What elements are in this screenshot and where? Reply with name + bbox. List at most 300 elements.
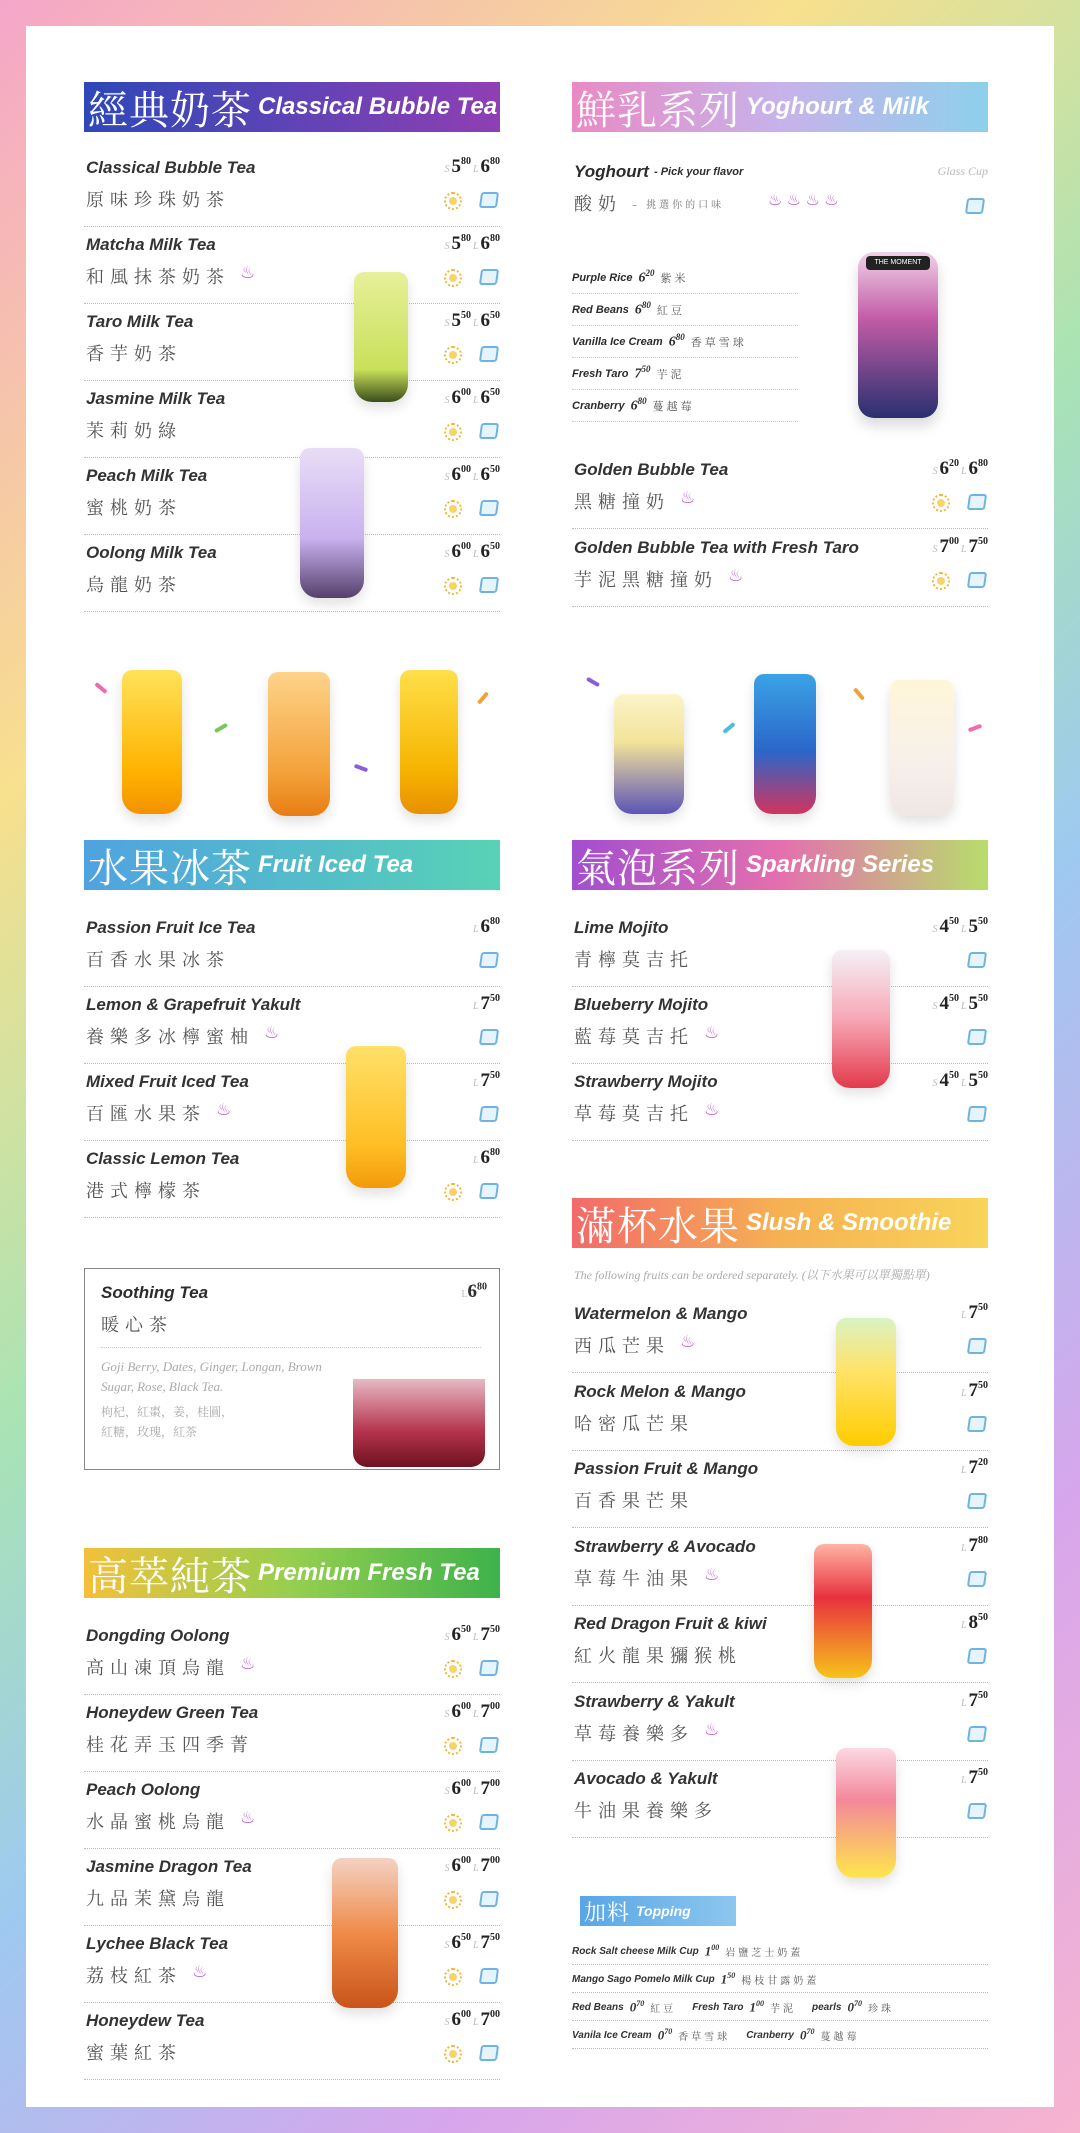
confetti	[722, 722, 735, 734]
price-minor: 80	[637, 396, 647, 407]
price-l-major: 6	[480, 156, 490, 177]
item-name-zh: 桂花弄玉四季菁	[86, 1735, 254, 1756]
size-label-l: L	[960, 1465, 967, 1476]
price-minor: 00	[756, 1998, 764, 2008]
glass-cup-note: Glass Cup	[937, 164, 988, 178]
confetti	[586, 677, 600, 687]
temperature-icons	[444, 1737, 498, 1755]
price-l-major: 6	[480, 1147, 490, 1168]
temperature-icons	[968, 1416, 986, 1432]
section-title-zh: 高萃純茶	[88, 1553, 252, 1598]
temperature-icons	[480, 952, 498, 968]
yoghurt-subtitle: - Pick your flavor	[654, 166, 744, 178]
fire-icon: ♨	[240, 263, 256, 282]
yoghurt-zh-sub: – 挑選你的口味	[632, 200, 725, 211]
item-name-zh: 香芋奶茶	[86, 344, 182, 365]
ice-cube-icon	[479, 346, 499, 362]
topping-row	[572, 1966, 988, 1993]
size-label-l: L	[960, 1001, 967, 1012]
temperature-icons	[444, 346, 498, 364]
flavor-price	[635, 300, 651, 319]
item-name-zh: 百香果芒果	[574, 1491, 694, 1512]
hot-sun-icon	[932, 572, 950, 590]
menu-item	[84, 535, 500, 612]
hot-sun-icon	[444, 1968, 462, 1986]
price-l-major: 6	[480, 387, 490, 408]
menu-item	[84, 1849, 500, 1926]
price-s-major: 4	[939, 916, 949, 937]
section-title-en: Fruit Iced Tea	[258, 851, 414, 878]
ice-cube-icon	[967, 1338, 987, 1354]
size-label-l: L	[461, 1289, 468, 1300]
hot-sun-icon	[444, 423, 462, 441]
section-title-zh: 經典奶茶	[88, 87, 252, 132]
menu-item	[572, 1374, 988, 1451]
price-minor: 00	[711, 1942, 720, 1952]
item-name-en: Honeydew Tea	[86, 2011, 205, 2030]
price-s-major: 6	[451, 464, 461, 485]
fire-icon: ♨	[192, 1962, 208, 1981]
fire-icon: ♨	[704, 1719, 720, 1739]
item-name-zh: 九品茉黛烏龍	[86, 1889, 230, 1910]
ice-cube-icon	[967, 1493, 987, 1509]
price-l-major: 7	[968, 1457, 978, 1478]
menu-item	[84, 458, 500, 535]
topping-name-zh: 珍珠	[867, 2003, 894, 2015]
section-header-slush	[572, 1198, 988, 1248]
item-price	[442, 387, 500, 409]
size-label-l: L	[472, 472, 479, 483]
price-l-major: 7	[480, 2009, 490, 2030]
item-name-zh: 紅火龍果獼猴桃	[574, 1646, 742, 1667]
item-name-zh: 水晶蜜桃烏龍	[86, 1812, 230, 1833]
item-name-zh: 百匯水果茶	[86, 1104, 206, 1125]
temperature-icons	[444, 1891, 498, 1909]
temperature-icons	[444, 1660, 498, 1678]
fire-icon: ♨	[728, 566, 744, 585]
size-label-l: L	[472, 164, 479, 175]
fruit-cup-image	[400, 670, 458, 814]
size-label-s: S	[444, 241, 450, 252]
price-l-minor: 50	[490, 387, 500, 398]
item-name-en: Watermelon & Mango	[574, 1304, 748, 1323]
price-l-minor: 80	[490, 233, 500, 244]
item-price	[959, 1767, 988, 1789]
section-title-en: Topping	[636, 1903, 691, 1919]
price-s-major: 6	[451, 387, 461, 408]
topping-name-en: pearls	[812, 2001, 842, 2013]
size-label-l: L	[472, 549, 479, 560]
hot-sun-icon	[444, 2045, 462, 2063]
price-s-minor: 00	[460, 464, 471, 475]
price-l-major: 7	[480, 1778, 490, 1799]
price-s-minor: 50	[460, 1624, 471, 1635]
item-price	[930, 458, 988, 480]
price-minor: 50	[727, 1970, 736, 1980]
ice-cube-icon	[479, 1968, 499, 1984]
topping-price	[847, 1999, 862, 2015]
price-l-major: 5	[968, 993, 978, 1014]
soothing-name-zh: 暖心茶	[101, 1315, 173, 1336]
price-major: 0	[629, 1999, 637, 2015]
price-s-major: 5	[451, 156, 461, 177]
price-l-minor: 00	[490, 1855, 500, 1866]
item-name-en: Classical Bubble Tea	[86, 158, 256, 177]
size-label-l: L	[472, 1786, 479, 1797]
soothing-price	[461, 1281, 487, 1303]
menu-item	[84, 1064, 500, 1141]
ice-cube-icon	[967, 572, 987, 588]
flavor-name-en: Vanilla Ice Cream	[572, 335, 663, 348]
item-name-en: Lime Mojito	[574, 918, 669, 937]
item-name-en: Taro Milk Tea	[86, 312, 194, 331]
flavor-name-en: Red Beans	[572, 303, 629, 316]
price-s-minor: 00	[460, 387, 471, 398]
flavor-name-zh: 芋泥	[656, 367, 685, 381]
price-major: 6	[634, 302, 642, 318]
temperature-icons	[444, 500, 498, 518]
menu-item	[84, 1772, 500, 1849]
topping-name-en: Mango Sago Pomelo Milk Cup	[572, 1973, 715, 1985]
temperature-icons	[932, 572, 986, 590]
size-label-l: L	[472, 924, 479, 935]
fire-icon: ♨	[704, 1023, 720, 1042]
item-name-en: Oolong Milk Tea	[86, 543, 217, 562]
item-name-en: Rock Melon & Mango	[574, 1381, 746, 1401]
confetti	[853, 687, 865, 700]
temperature-icons	[480, 1029, 498, 1045]
temperature-icons	[968, 1106, 986, 1122]
confetti	[968, 724, 983, 733]
size-label-s: S	[932, 1001, 938, 1012]
menu-item	[84, 381, 500, 458]
item-price	[442, 1624, 500, 1646]
price-l-minor: 50	[490, 464, 500, 475]
menu-item	[572, 910, 988, 987]
price-major: 6	[638, 270, 646, 286]
mojito-cup-image	[832, 950, 890, 1088]
price-l-major: 7	[968, 1302, 978, 1323]
price-l-major: 7	[480, 1701, 490, 1722]
price-l-minor: 50	[978, 536, 988, 547]
size-label-s: S	[932, 924, 938, 935]
item-price	[930, 1070, 988, 1092]
item-name-zh: 蜜桃奶茶	[86, 498, 182, 519]
yoghurt-zh: 酸奶	[574, 194, 622, 215]
menu-item	[572, 1451, 988, 1528]
price-s-minor: 50	[948, 1070, 959, 1081]
price-l-minor: 50	[978, 1070, 988, 1081]
hot-sun-icon	[444, 192, 462, 210]
menu-item	[572, 452, 988, 529]
topping-name-en: Vanila Ice Cream	[572, 2029, 652, 2041]
section-title-zh: 加料	[584, 1900, 631, 1926]
size-label-l: L	[960, 544, 967, 555]
divider	[101, 1347, 481, 1348]
ice-cube-icon	[967, 1726, 987, 1742]
item-name-en: Golden Bubble Tea	[574, 460, 729, 479]
ice-cube-icon	[479, 423, 499, 439]
item-name-en: Classic Lemon Tea	[86, 1149, 240, 1168]
showcase-cup-image	[754, 674, 816, 814]
item-price	[959, 1457, 988, 1479]
menu-item	[84, 910, 500, 987]
item-name-zh: 草莓養樂多	[574, 1723, 694, 1745]
topping-name-zh: 香草雪球	[678, 2031, 731, 2043]
price-s-minor: 00	[460, 1855, 471, 1866]
menu-item	[572, 1761, 988, 1838]
slush-cup-image	[836, 1318, 896, 1446]
price-s-minor: 50	[460, 1932, 471, 1943]
price-l-minor: 00	[490, 1701, 500, 1712]
size-label-s: S	[932, 466, 938, 477]
size-label-l: L	[472, 1940, 479, 1951]
item-price	[442, 541, 500, 563]
item-name-zh: 和風抹茶奶茶	[86, 267, 230, 288]
size-label-s: S	[444, 318, 450, 329]
menu-item	[572, 1529, 988, 1606]
item-name-zh: 蜜葉紅茶	[86, 2043, 182, 2064]
fire-icon: ♨	[680, 1332, 696, 1351]
item-name-zh: 港式檸檬茶	[86, 1181, 206, 1202]
item-name-en: Passion Fruit & Mango	[574, 1459, 759, 1478]
item-price	[442, 310, 500, 332]
price-minor: 50	[641, 364, 651, 375]
temperature-icons	[444, 269, 498, 287]
price-l-minor: 50	[978, 916, 988, 927]
item-name-en: Dongding Oolong	[86, 1626, 230, 1645]
soothing-tea-box	[84, 1268, 500, 1470]
item-price	[930, 916, 988, 938]
price-major: 6	[630, 398, 638, 414]
size-label-l: L	[960, 1620, 967, 1631]
hot-sun-icon	[444, 577, 462, 595]
price-l-major: 7	[480, 1932, 490, 1953]
price-s-major: 6	[451, 1855, 461, 1876]
price-s-major: 6	[451, 1624, 461, 1645]
size-label-l: L	[960, 466, 967, 477]
temperature-icons	[444, 2045, 498, 2063]
ice-cube-icon	[967, 952, 987, 968]
ice-icon	[965, 198, 985, 214]
fruit-cup-image	[122, 670, 182, 814]
price-s-major: 4	[939, 1070, 949, 1091]
flavor-name-zh: 紫米	[660, 271, 689, 285]
item-name-en: Jasmine Milk Tea	[86, 389, 226, 408]
item-name-zh: 西瓜芒果	[574, 1336, 670, 1357]
price-l-major: 7	[968, 1534, 978, 1556]
size-label-l: L	[960, 924, 967, 935]
price-l-minor: 80	[490, 916, 500, 927]
price-l-minor: 80	[490, 156, 500, 167]
hot-sun-icon	[444, 1814, 462, 1832]
yoghurt-title: Yoghourt	[574, 162, 649, 181]
yoghurt-flavor	[572, 262, 798, 294]
ice-cube-icon	[967, 1416, 987, 1432]
confetti	[354, 764, 369, 773]
size-label-s: S	[444, 1940, 450, 1951]
price-s-minor: 00	[460, 541, 471, 552]
fire-icon: ♨	[264, 1023, 280, 1042]
price-minor: 80	[675, 332, 685, 343]
item-name-zh: 荔枝紅茶	[86, 1966, 182, 1987]
size-label-l: L	[472, 1155, 479, 1166]
price-minor: 70	[664, 2026, 673, 2036]
item-name-zh: 藍莓莫吉托	[574, 1027, 694, 1048]
fire-icon: ♨	[240, 1654, 256, 1673]
size-label-l: L	[960, 1387, 967, 1399]
confetti	[214, 723, 228, 733]
topping-price	[750, 1999, 765, 2015]
temperature-icons	[444, 1183, 498, 1201]
flavor-name-zh: 香草雪球	[690, 335, 747, 349]
price-l-minor: 80	[490, 1147, 500, 1158]
size-label-s: S	[444, 1863, 450, 1874]
item-name-zh: 高山凍頂烏龍	[86, 1658, 230, 1679]
menu-item	[572, 1064, 988, 1141]
flavor-name-en: Cranberry	[572, 399, 625, 412]
temperature-icons	[444, 192, 498, 210]
item-price	[471, 916, 500, 938]
item-name-en: Jasmine Dragon Tea	[86, 1857, 252, 1876]
section-title-zh: 水果冰茶	[88, 845, 252, 890]
price-minor: 70	[853, 1998, 862, 2008]
price-l-minor: 00	[490, 1778, 500, 1789]
ice-cube-icon	[967, 1571, 987, 1587]
price-l-major: 6	[480, 464, 490, 485]
temperature-icons	[968, 952, 986, 968]
price-s-major: 6	[939, 458, 949, 479]
item-name-zh: 百香水果冰茶	[86, 950, 230, 971]
price-l-minor: 50	[978, 1302, 988, 1313]
item-price	[442, 1701, 500, 1723]
temperature-icons	[444, 1814, 498, 1832]
price-l-major: 7	[480, 993, 490, 1014]
showcase-cup-image	[614, 694, 684, 814]
menu-item	[84, 987, 500, 1064]
section-title-zh: 氣泡系列	[576, 845, 740, 890]
size-label-s: S	[444, 1709, 450, 1720]
temperature-icons	[444, 1968, 498, 1986]
item-name-zh: 養樂多冰檸蜜柚	[86, 1027, 254, 1048]
section-title-en: Slush & Smoothie	[746, 1209, 952, 1236]
size-label-l: L	[472, 1863, 479, 1874]
item-name-en: Passion Fruit Ice Tea	[86, 918, 256, 937]
temperature-icons	[968, 1571, 986, 1587]
topping-name-zh: 楊枝甘露奶蓋	[741, 1975, 820, 1987]
price-l-minor: 50	[978, 1689, 988, 1701]
price-major: 0	[847, 1999, 854, 2015]
size-label-l: L	[472, 2017, 479, 2028]
item-price	[959, 1302, 988, 1324]
lemon-cup-image	[346, 1046, 406, 1188]
item-price	[471, 993, 500, 1015]
jar-label: THE MOMENT	[866, 256, 930, 270]
ice-cube-icon	[967, 1648, 987, 1664]
price-l-major: 7	[968, 536, 978, 557]
topping-price	[658, 2027, 673, 2043]
item-name-en: Blueberry Mojito	[574, 995, 709, 1014]
price-l-minor: 50	[978, 1379, 988, 1391]
size-label-s: S	[444, 549, 450, 560]
topping-price	[721, 1971, 736, 1987]
price-l-major: 7	[480, 1624, 490, 1645]
temperature-icons	[444, 423, 498, 441]
matcha-cup-image	[354, 272, 408, 402]
price-major: 1	[704, 1943, 712, 1959]
price-l-major: 7	[968, 1689, 978, 1711]
item-price	[959, 1690, 988, 1712]
price-s-minor: 00	[460, 1701, 471, 1712]
topping-name-zh: 蔓越莓	[820, 2031, 860, 2043]
item-name-zh: 青檸莫吉托	[574, 950, 694, 971]
item-name-en: Peach Oolong	[86, 1780, 201, 1799]
price-l-major: 7	[968, 1379, 978, 1401]
yoghurt-flavor	[572, 358, 798, 390]
temperature-icons	[968, 1493, 986, 1509]
topping-name-en: Fresh Taro	[692, 2001, 744, 2013]
item-price	[442, 1778, 500, 1800]
soothing-desc-zh-1: 枸杞，紅棗，姜，桂圓，	[101, 1405, 234, 1419]
price-l-major: 7	[968, 1767, 978, 1788]
menu-item	[84, 227, 500, 304]
price-s-major: 6	[451, 1701, 461, 1722]
menu-item	[572, 530, 988, 607]
item-name-en: Strawberry Mojito	[574, 1072, 718, 1091]
fire-icon: ♨	[704, 1100, 720, 1119]
hot-sun-icon	[444, 1660, 462, 1678]
yoghurt-jar-image	[858, 252, 938, 418]
fruit-cup-image	[268, 672, 330, 816]
menu-item	[572, 1684, 988, 1761]
price-l-minor: 50	[490, 310, 500, 321]
item-name-zh: 原味珍珠奶茶	[86, 190, 230, 211]
yoghurt-flavor	[572, 294, 798, 326]
menu-item	[84, 1141, 500, 1218]
item-name-en: Lemon & Grapefruit Yakult	[86, 995, 301, 1014]
menu-item	[84, 1695, 500, 1772]
item-price	[471, 1070, 500, 1092]
hot-sun-icon	[444, 500, 462, 518]
ice-cube-icon	[479, 1814, 499, 1830]
size-label-s: S	[444, 1786, 450, 1797]
topping-name-en: Cranberry	[746, 2029, 794, 2041]
temperature-icons	[968, 1648, 986, 1664]
item-name-en: Avocado & Yakult	[574, 1769, 718, 1788]
item-price	[930, 993, 988, 1015]
ice-cube-icon	[967, 1803, 987, 1819]
section-title-en: Classical Bubble Tea	[258, 93, 498, 120]
price-s-minor: 00	[948, 536, 959, 547]
price-major: 6	[668, 334, 676, 350]
price-l-minor: 50	[978, 1612, 988, 1623]
yoghurt-flavor	[572, 326, 798, 358]
price-l-minor: 50	[490, 1624, 500, 1635]
item-price	[959, 1380, 988, 1402]
price-major: 7	[634, 366, 642, 382]
menu-item	[84, 304, 500, 381]
topping-row	[572, 2022, 988, 2049]
flavor-name-zh: 紅豆	[656, 303, 685, 317]
soothing-cup-image	[353, 1379, 485, 1467]
ice-cube-icon	[479, 1106, 499, 1122]
flavor-name-en: Fresh Taro	[572, 367, 629, 380]
price-l-minor: 00	[490, 2009, 500, 2020]
ice-cube-icon	[967, 1029, 987, 1045]
confetti	[94, 682, 107, 694]
soothing-desc-zh-2: 紅糖，玫瑰，紅茶	[101, 1425, 198, 1439]
item-price	[959, 1612, 988, 1634]
